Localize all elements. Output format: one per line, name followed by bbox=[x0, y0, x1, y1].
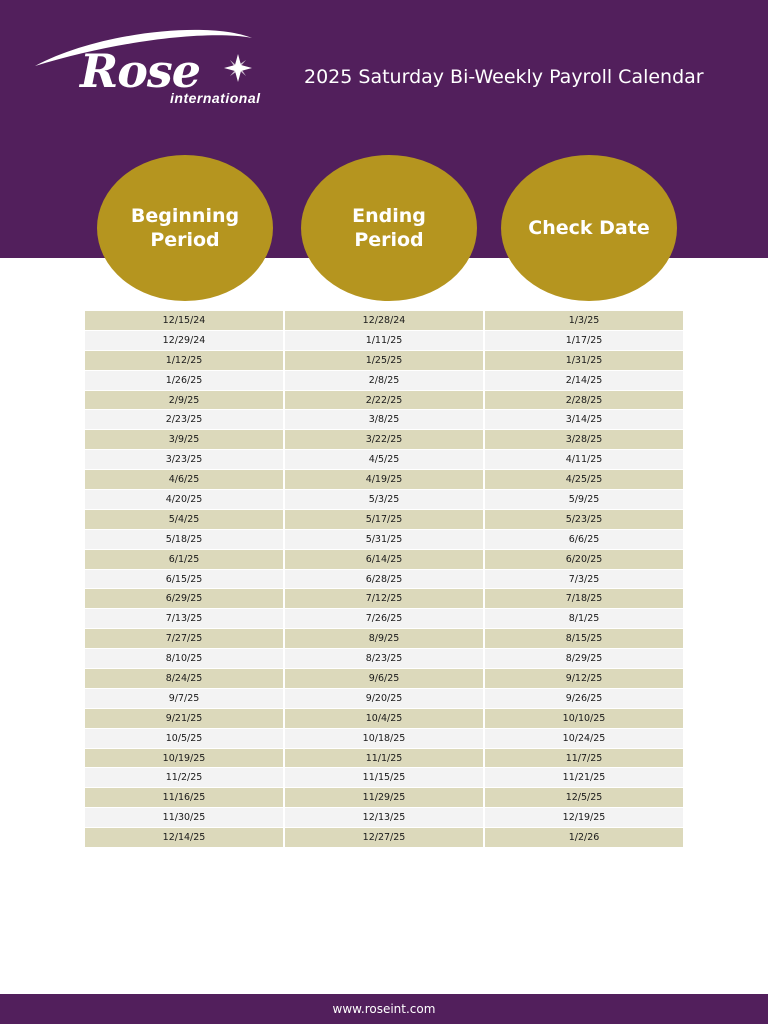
table-row bbox=[85, 331, 683, 351]
cell-beginning-period: 10/19/25 bbox=[85, 749, 283, 769]
cell-beginning-period: 4/20/25 bbox=[85, 490, 283, 510]
cell-beginning-period: 7/27/25 bbox=[85, 629, 283, 649]
cell-check-date: 6/20/25 bbox=[485, 550, 683, 570]
cell-ending-period: 11/1/25 bbox=[285, 749, 483, 769]
table-row bbox=[85, 729, 683, 749]
cell-ending-period: 10/4/25 bbox=[285, 709, 483, 729]
cell-beginning-period: 6/15/25 bbox=[85, 570, 283, 590]
cell-ending-period: 1/25/25 bbox=[285, 351, 483, 371]
cell-check-date: 1/31/25 bbox=[485, 351, 683, 371]
cell-beginning-period: 2/23/25 bbox=[85, 410, 283, 430]
cell-check-date: 4/11/25 bbox=[485, 450, 683, 470]
cell-check-date: 5/23/25 bbox=[485, 510, 683, 530]
table-row bbox=[85, 371, 683, 391]
table-row bbox=[85, 391, 683, 411]
cell-ending-period: 9/6/25 bbox=[285, 669, 483, 689]
cell-beginning-period: 11/30/25 bbox=[85, 808, 283, 828]
cell-ending-period: 12/27/25 bbox=[285, 828, 483, 848]
column-header-ending-period bbox=[301, 155, 477, 301]
column-header-beginning-period bbox=[97, 155, 273, 301]
cell-ending-period: 6/28/25 bbox=[285, 570, 483, 590]
cell-beginning-period: 3/23/25 bbox=[85, 450, 283, 470]
cell-beginning-period: 5/18/25 bbox=[85, 530, 283, 550]
footer-url: www.roseint.com bbox=[332, 1002, 436, 1016]
cell-check-date: 3/28/25 bbox=[485, 430, 683, 450]
cell-ending-period: 2/22/25 bbox=[285, 391, 483, 411]
table-row bbox=[85, 749, 683, 769]
cell-beginning-period: 5/4/25 bbox=[85, 510, 283, 530]
cell-check-date: 2/14/25 bbox=[485, 371, 683, 391]
table-row bbox=[85, 550, 683, 570]
cell-ending-period: 5/3/25 bbox=[285, 490, 483, 510]
table-row bbox=[85, 629, 683, 649]
cell-check-date: 9/12/25 bbox=[485, 669, 683, 689]
table-row bbox=[85, 669, 683, 689]
cell-ending-period: 4/5/25 bbox=[285, 450, 483, 470]
table-row bbox=[85, 689, 683, 709]
cell-beginning-period: 9/7/25 bbox=[85, 689, 283, 709]
table-row bbox=[85, 808, 683, 828]
cell-ending-period: 7/26/25 bbox=[285, 609, 483, 629]
column-header-check-date bbox=[501, 155, 677, 301]
cell-check-date: 1/17/25 bbox=[485, 331, 683, 351]
column-header-label: Check Date bbox=[528, 217, 650, 239]
cell-ending-period: 10/18/25 bbox=[285, 729, 483, 749]
cell-beginning-period: 11/16/25 bbox=[85, 788, 283, 808]
cell-check-date: 1/3/25 bbox=[485, 311, 683, 331]
cell-check-date: 8/1/25 bbox=[485, 609, 683, 629]
table-row bbox=[85, 351, 683, 371]
cell-ending-period: 2/8/25 bbox=[285, 371, 483, 391]
cell-beginning-period: 2/9/25 bbox=[85, 391, 283, 411]
table-row bbox=[85, 649, 683, 669]
cell-ending-period: 3/22/25 bbox=[285, 430, 483, 450]
cell-ending-period: 8/23/25 bbox=[285, 649, 483, 669]
cell-check-date: 6/6/25 bbox=[485, 530, 683, 550]
table-row bbox=[85, 589, 683, 609]
table-row bbox=[85, 768, 683, 788]
footer-banner bbox=[0, 994, 768, 1024]
table-row bbox=[85, 410, 683, 430]
cell-ending-period: 3/8/25 bbox=[285, 410, 483, 430]
payroll-table bbox=[85, 311, 683, 848]
cell-ending-period: 11/29/25 bbox=[285, 788, 483, 808]
cell-ending-period: 9/20/25 bbox=[285, 689, 483, 709]
table-row bbox=[85, 430, 683, 450]
cell-check-date: 10/10/25 bbox=[485, 709, 683, 729]
cell-beginning-period: 10/5/25 bbox=[85, 729, 283, 749]
table-row bbox=[85, 450, 683, 470]
cell-beginning-period: 3/9/25 bbox=[85, 430, 283, 450]
cell-check-date: 8/15/25 bbox=[485, 629, 683, 649]
cell-beginning-period: 4/6/25 bbox=[85, 470, 283, 490]
cell-beginning-period: 8/10/25 bbox=[85, 649, 283, 669]
cell-beginning-period: 6/1/25 bbox=[85, 550, 283, 570]
cell-check-date: 11/21/25 bbox=[485, 768, 683, 788]
cell-ending-period: 12/28/24 bbox=[285, 311, 483, 331]
cell-ending-period: 5/17/25 bbox=[285, 510, 483, 530]
table-row bbox=[85, 570, 683, 590]
cell-beginning-period: 11/2/25 bbox=[85, 768, 283, 788]
cell-ending-period: 11/15/25 bbox=[285, 768, 483, 788]
cell-check-date: 9/26/25 bbox=[485, 689, 683, 709]
cell-check-date: 7/18/25 bbox=[485, 589, 683, 609]
cell-beginning-period: 12/14/25 bbox=[85, 828, 283, 848]
table-row bbox=[85, 828, 683, 848]
table-row bbox=[85, 709, 683, 729]
table-row bbox=[85, 609, 683, 629]
cell-check-date: 7/3/25 bbox=[485, 570, 683, 590]
cell-check-date: 4/25/25 bbox=[485, 470, 683, 490]
rose-international-logo bbox=[30, 26, 280, 126]
cell-check-date: 3/14/25 bbox=[485, 410, 683, 430]
cell-check-date: 12/19/25 bbox=[485, 808, 683, 828]
cell-ending-period: 8/9/25 bbox=[285, 629, 483, 649]
table-row bbox=[85, 788, 683, 808]
cell-beginning-period: 12/15/24 bbox=[85, 311, 283, 331]
cell-beginning-period: 1/26/25 bbox=[85, 371, 283, 391]
cell-check-date: 8/29/25 bbox=[485, 649, 683, 669]
cell-beginning-period: 9/21/25 bbox=[85, 709, 283, 729]
cell-ending-period: 1/11/25 bbox=[285, 331, 483, 351]
cell-ending-period: 7/12/25 bbox=[285, 589, 483, 609]
page-title: 2025 Saturday Bi-Weekly Payroll Calendar bbox=[304, 66, 704, 88]
cell-ending-period: 4/19/25 bbox=[285, 470, 483, 490]
cell-beginning-period: 1/12/25 bbox=[85, 351, 283, 371]
cell-beginning-period: 7/13/25 bbox=[85, 609, 283, 629]
table-row bbox=[85, 490, 683, 510]
table-row bbox=[85, 311, 683, 331]
cell-check-date: 5/9/25 bbox=[485, 490, 683, 510]
column-header-label: Beginning Period bbox=[130, 205, 240, 251]
table-row bbox=[85, 510, 683, 530]
logo-subtitle: international bbox=[170, 90, 261, 106]
cell-check-date: 1/2/26 bbox=[485, 828, 683, 848]
cell-beginning-period: 8/24/25 bbox=[85, 669, 283, 689]
column-header-label: Ending Period bbox=[352, 205, 426, 251]
cell-check-date: 2/28/25 bbox=[485, 391, 683, 411]
cell-beginning-period: 6/29/25 bbox=[85, 589, 283, 609]
cell-check-date: 12/5/25 bbox=[485, 788, 683, 808]
cell-ending-period: 6/14/25 bbox=[285, 550, 483, 570]
cell-ending-period: 5/31/25 bbox=[285, 530, 483, 550]
logo-wordmark: Rose bbox=[80, 44, 201, 98]
cell-beginning-period: 12/29/24 bbox=[85, 331, 283, 351]
cell-check-date: 11/7/25 bbox=[485, 749, 683, 769]
table-row bbox=[85, 470, 683, 490]
table-row bbox=[85, 530, 683, 550]
cell-check-date: 10/24/25 bbox=[485, 729, 683, 749]
cell-ending-period: 12/13/25 bbox=[285, 808, 483, 828]
